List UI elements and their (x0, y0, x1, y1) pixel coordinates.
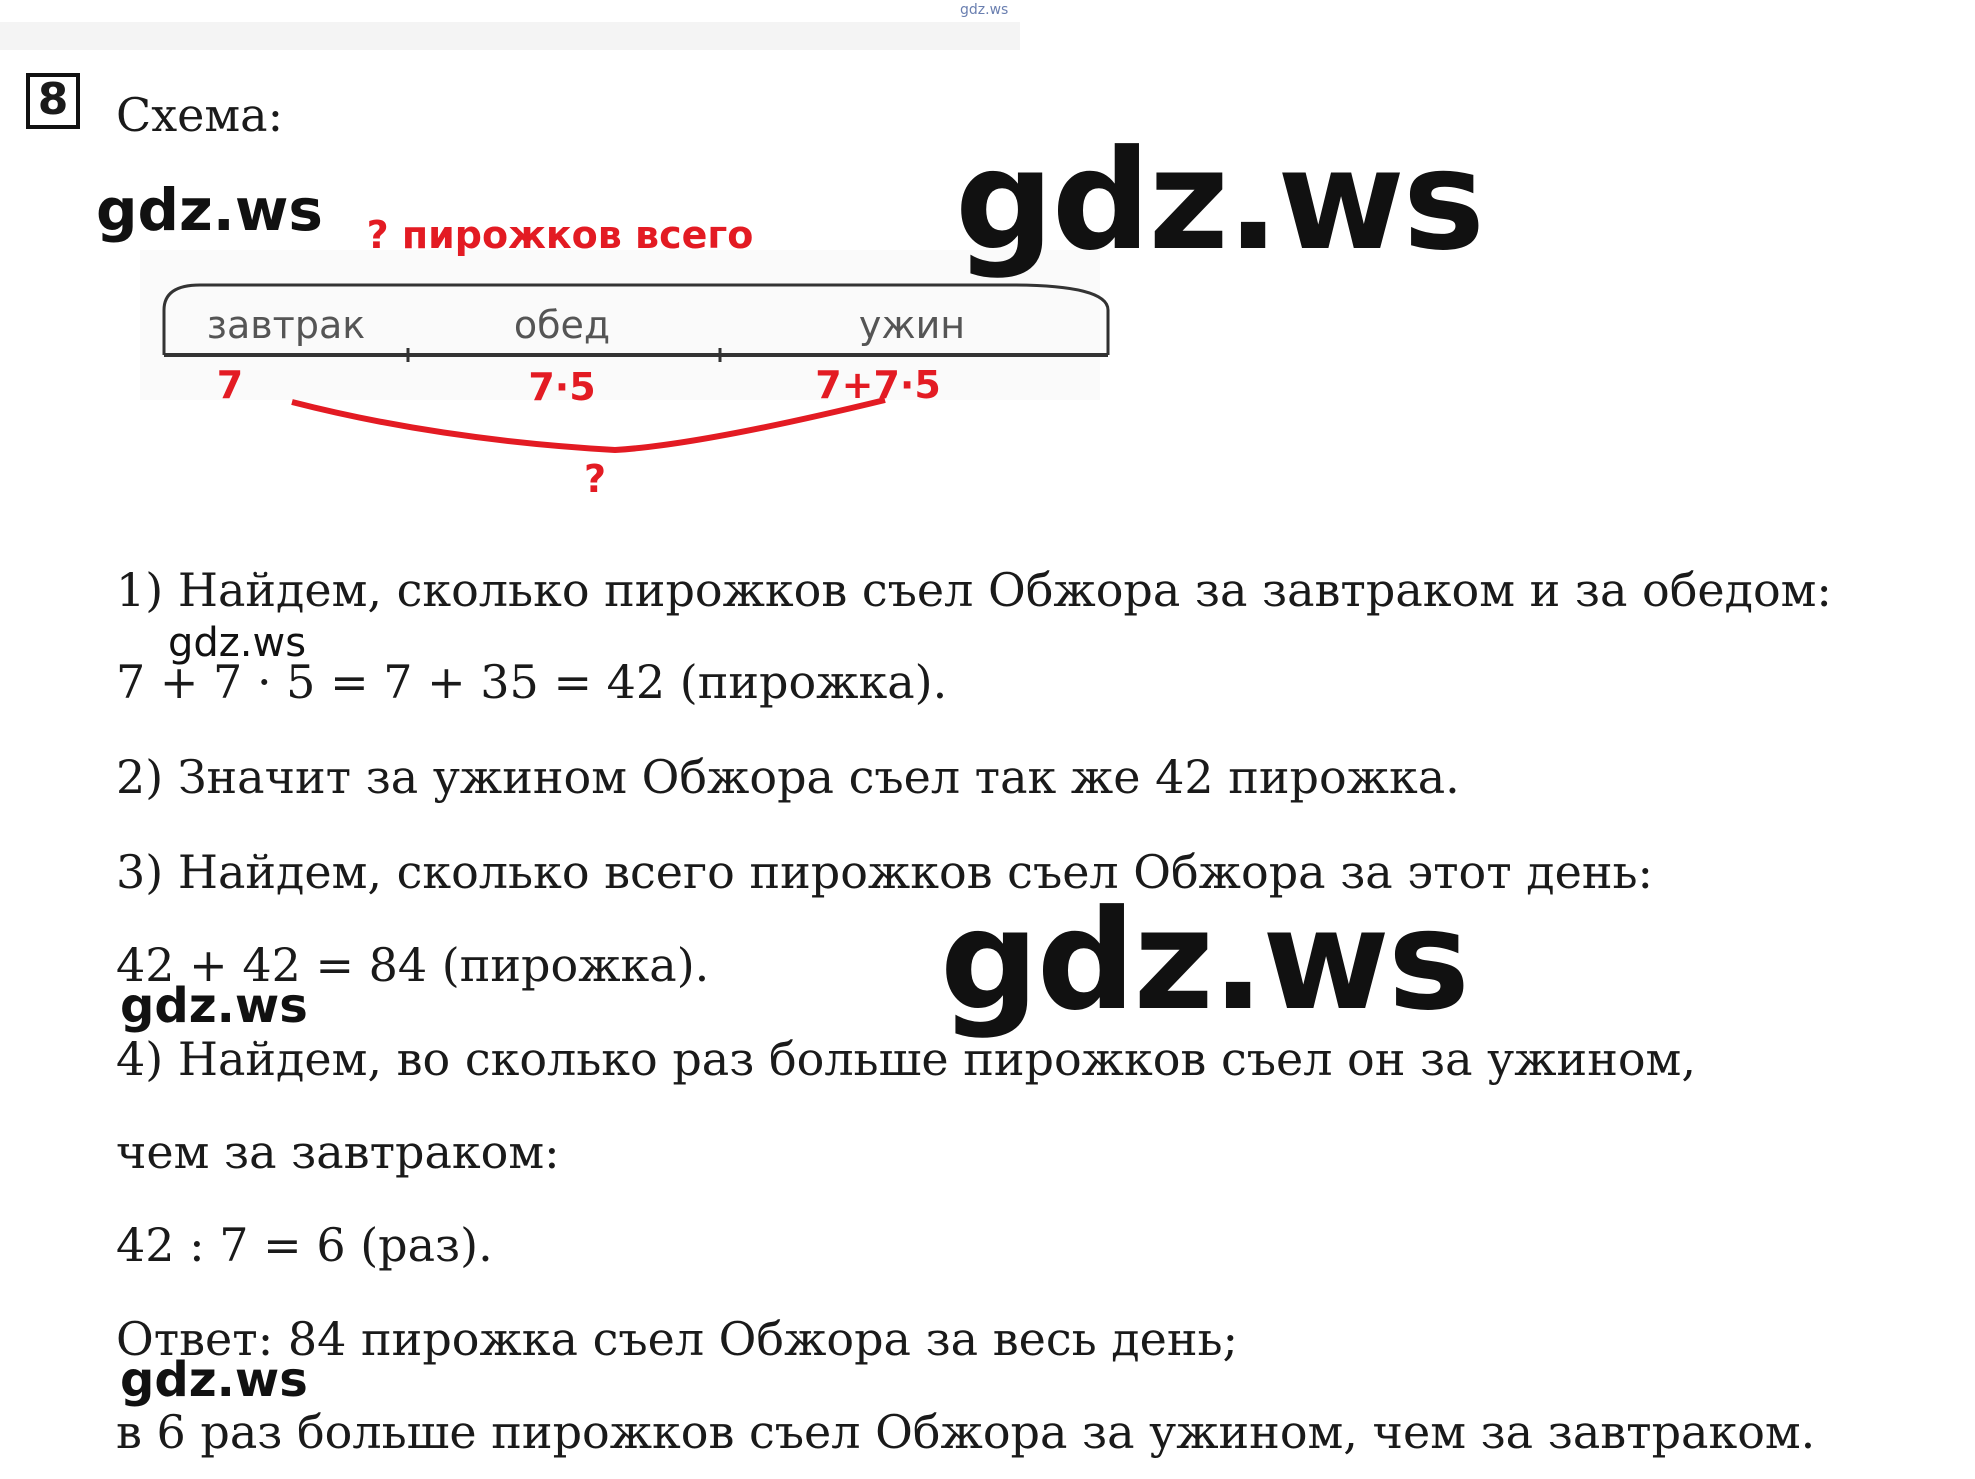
watermark-large-top: gdz.ws (955, 120, 1483, 281)
solution-line-9: Ответ: 84 пирожка съел Обжора за весь день; (116, 1312, 1239, 1366)
solution-line-6: 4) Найдем, во сколько раз больше пирожков съел он за ужином, (116, 1032, 1696, 1086)
solution-line-5: 42 + 42 = 84 (пирожка). (116, 938, 710, 992)
segment-label-breakfast: завтрак (206, 303, 366, 347)
segment-value-lunch: 7·5 (528, 365, 596, 409)
solution-line-10: в 6 раз больше пирожков съел Обжора за ужином, чем за завтраком. (116, 1405, 1816, 1459)
watermark-tiny: gdz.ws (168, 620, 307, 666)
solution-line-7: чем за завтраком: (116, 1125, 560, 1179)
solution-line-1: 1) Найдем, сколько пирожков съел Обжора за завтраком и за обедом: (116, 563, 1832, 617)
segment-value-breakfast: 7 (216, 363, 244, 407)
watermark-small-top: gdz.ws (96, 176, 323, 244)
solution-line-2: 7 + 7 · 5 = 7 + 35 = 42 (пирожка). (116, 655, 948, 709)
schema-label: Схема: (116, 88, 284, 142)
segment-value-dinner: 7+7·5 (815, 363, 941, 407)
watermark-left-bottom: gdz.ws (120, 1352, 308, 1408)
watermark-left-mid: gdz.ws (120, 978, 308, 1034)
solution-line-8: 42 : 7 = 6 (раз). (116, 1218, 493, 1272)
segment-label-dinner: ужин (858, 303, 966, 347)
diagram-total-label: ? пирожков всего (366, 213, 754, 257)
diagram-combined-question: ? (583, 457, 607, 501)
solution-line-3: 2) Значит за ужином Обжора съел так же 42 пирожка. (116, 750, 1460, 804)
segment-label-lunch: обед (513, 303, 611, 347)
site-mark: gdz.ws (960, 2, 1009, 18)
top-strip (0, 22, 1020, 50)
watermark-large-mid: gdz.ws (940, 880, 1468, 1041)
solution-line-4: 3) Найдем, сколько всего пирожков съел Обжора за этот день: (116, 845, 1654, 899)
task-number: 8 (26, 73, 80, 129)
